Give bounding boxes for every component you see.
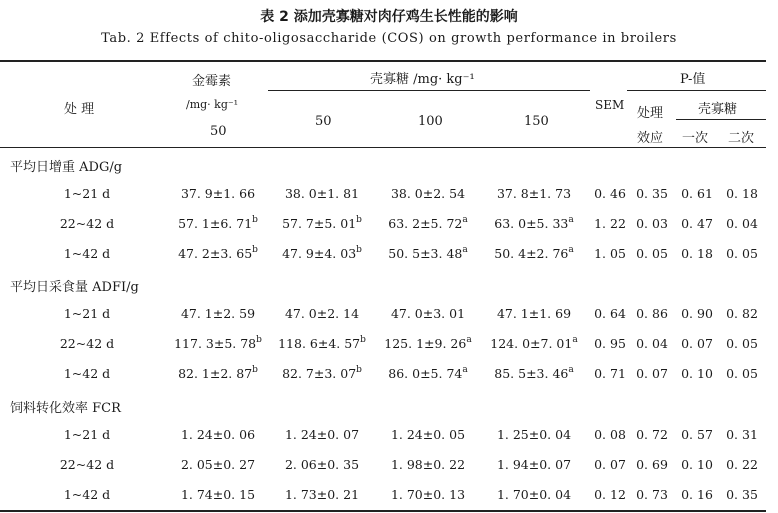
p-value: 0. 16 bbox=[681, 487, 713, 502]
sem-value: 0. 71 bbox=[594, 366, 626, 381]
table-cell: 2. 05±0. 27 bbox=[180, 457, 256, 472]
significance-superscript: b bbox=[356, 365, 362, 375]
row-period: 22~42 d bbox=[59, 216, 115, 231]
significance-superscript: a bbox=[568, 365, 574, 375]
significance-superscript: a bbox=[462, 365, 468, 375]
table-cell: 37. 8±1. 73 bbox=[496, 186, 572, 201]
row-period: 1~42 d bbox=[63, 366, 111, 381]
table-cell: 1. 94±0. 07 bbox=[496, 457, 572, 472]
table-cell: 47. 1±2. 59 bbox=[180, 306, 256, 321]
p-value: 0. 31 bbox=[726, 427, 758, 442]
bottom-rule bbox=[0, 510, 766, 512]
table-cell: 47. 0±2. 14 bbox=[284, 306, 360, 321]
significance-superscript: b bbox=[252, 245, 258, 255]
header-cos-dose-100: 100 bbox=[418, 114, 443, 129]
header-quadratic: 二次 bbox=[728, 131, 755, 146]
header-treatment-effect-1: 处理 bbox=[637, 106, 664, 121]
header-bottom-rule bbox=[0, 147, 766, 148]
p-value: 0. 86 bbox=[636, 306, 668, 321]
table-cell: 57. 1±6. 71$^b$ bbox=[178, 215, 258, 231]
p-value: 0. 07 bbox=[681, 336, 713, 351]
sem-value: 0. 07 bbox=[594, 457, 626, 472]
p-value: 0. 35 bbox=[636, 186, 668, 201]
significance-superscript: a bbox=[572, 335, 578, 345]
significance-superscript: b bbox=[252, 365, 258, 375]
row-period: 1~21 d bbox=[63, 427, 111, 442]
sem-value: 0. 95 bbox=[594, 336, 626, 351]
table-cell: 1. 24±0. 05 bbox=[390, 427, 466, 442]
table-cell: 38. 0±2. 54 bbox=[390, 186, 466, 201]
p-value: 0. 04 bbox=[726, 216, 758, 231]
table-subtitle: Tab. 2 Effects of chito-oligosaccharide (COS) on growth performance in broilers bbox=[101, 31, 677, 46]
table-cell: 1. 24±0. 07 bbox=[284, 427, 360, 442]
header-bacitracin-unit: /mg· kg⁻¹ bbox=[186, 98, 239, 111]
table-cell: 124. 0±7. 01$^a$ bbox=[490, 335, 578, 351]
row-period: 22~42 d bbox=[59, 457, 115, 472]
pvalue-header-rule bbox=[627, 90, 766, 91]
sem-value: 0. 46 bbox=[594, 186, 626, 201]
header-treatment-effect-2: 效应 bbox=[637, 131, 664, 146]
table-title: 表 2 添加壳寡糖对肉仔鸡生长性能的影响 bbox=[260, 9, 518, 25]
significance-superscript: b bbox=[252, 215, 258, 225]
group-label: 饲料转化效率 FCR bbox=[10, 401, 121, 416]
header-pvalue: P-值 bbox=[680, 72, 706, 87]
header-cos-dose-150: 150 bbox=[524, 114, 549, 129]
row-period: 22~42 d bbox=[59, 336, 115, 351]
table-cell: 37. 9±1. 66 bbox=[180, 186, 256, 201]
p-value: 0. 57 bbox=[681, 427, 713, 442]
sem-value: 1. 22 bbox=[594, 216, 626, 231]
table-cell: 1. 70±0. 04 bbox=[496, 487, 572, 502]
header-linear: 一次 bbox=[682, 131, 709, 146]
p-value: 0. 35 bbox=[726, 487, 758, 502]
cos-sub-rule bbox=[676, 119, 766, 120]
p-value: 0. 07 bbox=[636, 366, 668, 381]
table-cell: 85. 5±3. 46$^a$ bbox=[494, 365, 574, 381]
significance-superscript: a bbox=[462, 215, 468, 225]
table-cell: 47. 2±3. 65$^b$ bbox=[178, 245, 258, 261]
significance-superscript: b bbox=[256, 335, 262, 345]
table-cell: 82. 1±2. 87$^b$ bbox=[178, 365, 258, 381]
table-cell: 63. 0±5. 33$^a$ bbox=[494, 215, 574, 231]
group-label: 平均日增重 ADG/g bbox=[10, 160, 123, 175]
p-value: 0. 05 bbox=[636, 246, 668, 261]
table-cell: 1. 74±0. 15 bbox=[180, 487, 256, 502]
row-period: 1~21 d bbox=[63, 186, 111, 201]
p-value: 0. 05 bbox=[726, 366, 758, 381]
header-cos-dose-50: 50 bbox=[315, 114, 332, 129]
header-cos: 壳寡糖 /mg· kg⁻¹ bbox=[370, 72, 475, 87]
p-value: 0. 04 bbox=[636, 336, 668, 351]
table-cell: 38. 0±1. 81 bbox=[284, 186, 360, 201]
p-value: 0. 18 bbox=[726, 186, 758, 201]
table-cell: 117. 3±5. 78$^b$ bbox=[174, 335, 262, 351]
significance-superscript: a bbox=[466, 335, 472, 345]
p-value: 0. 05 bbox=[726, 246, 758, 261]
p-value: 0. 47 bbox=[681, 216, 713, 231]
row-period: 1~21 d bbox=[63, 306, 111, 321]
table-cell: 125. 1±9. 26$^a$ bbox=[384, 335, 472, 351]
header-bacitracin-dose: 50 bbox=[210, 124, 227, 139]
table-cell: 1. 24±0. 06 bbox=[180, 427, 256, 442]
table-cell: 2. 06±0. 35 bbox=[284, 457, 360, 472]
table-cell: 1. 73±0. 21 bbox=[284, 487, 360, 502]
sem-value: 0. 12 bbox=[594, 487, 626, 502]
p-value: 0. 90 bbox=[681, 306, 713, 321]
cos-header-rule bbox=[268, 90, 590, 91]
header-treatment: 处 理 bbox=[64, 102, 95, 117]
table-cell: 118. 6±4. 57$^b$ bbox=[278, 335, 366, 351]
group-label: 平均日采食量 ADFI/g bbox=[10, 280, 139, 295]
p-value: 0. 82 bbox=[726, 306, 758, 321]
table-cell: 47. 9±4. 03$^b$ bbox=[282, 245, 362, 261]
significance-superscript: b bbox=[356, 215, 362, 225]
table-cell: 50. 4±2. 76$^a$ bbox=[494, 245, 574, 261]
table-cell: 47. 0±3. 01 bbox=[390, 306, 466, 321]
table-cell: 1. 25±0. 04 bbox=[496, 427, 572, 442]
significance-superscript: a bbox=[568, 245, 574, 255]
sem-value: 1. 05 bbox=[594, 246, 626, 261]
significance-superscript: a bbox=[462, 245, 468, 255]
table-cell: 1. 70±0. 13 bbox=[390, 487, 466, 502]
p-value: 0. 72 bbox=[636, 427, 668, 442]
row-period: 1~42 d bbox=[63, 487, 111, 502]
p-value: 0. 10 bbox=[681, 366, 713, 381]
p-value: 0. 22 bbox=[726, 457, 758, 472]
p-value: 0. 61 bbox=[681, 186, 713, 201]
header-cos-sub: 壳寡糖 bbox=[698, 102, 738, 117]
sem-value: 0. 08 bbox=[594, 427, 626, 442]
top-rule bbox=[0, 60, 766, 62]
table-cell: 47. 1±1. 69 bbox=[496, 306, 572, 321]
row-period: 1~42 d bbox=[63, 246, 111, 261]
header-bacitracin: 金霉素 bbox=[192, 74, 232, 89]
significance-superscript: b bbox=[360, 335, 366, 345]
significance-superscript: b bbox=[356, 245, 362, 255]
p-value: 0. 18 bbox=[681, 246, 713, 261]
table-cell: 50. 5±3. 48$^a$ bbox=[388, 245, 468, 261]
p-value: 0. 69 bbox=[636, 457, 668, 472]
sem-value: 0. 64 bbox=[594, 306, 626, 321]
table-cell: 1. 98±0. 22 bbox=[390, 457, 466, 472]
p-value: 0. 73 bbox=[636, 487, 668, 502]
p-value: 0. 03 bbox=[636, 216, 668, 231]
header-sem: SEM bbox=[595, 98, 625, 112]
p-value: 0. 05 bbox=[726, 336, 758, 351]
significance-superscript: a bbox=[568, 215, 574, 225]
p-value: 0. 10 bbox=[681, 457, 713, 472]
table-cell: 57. 7±5. 01$^b$ bbox=[282, 215, 362, 231]
table-cell: 82. 7±3. 07$^b$ bbox=[282, 365, 362, 381]
table-cell: 86. 0±5. 74$^a$ bbox=[388, 365, 468, 381]
table-cell: 63. 2±5. 72$^a$ bbox=[388, 215, 468, 231]
